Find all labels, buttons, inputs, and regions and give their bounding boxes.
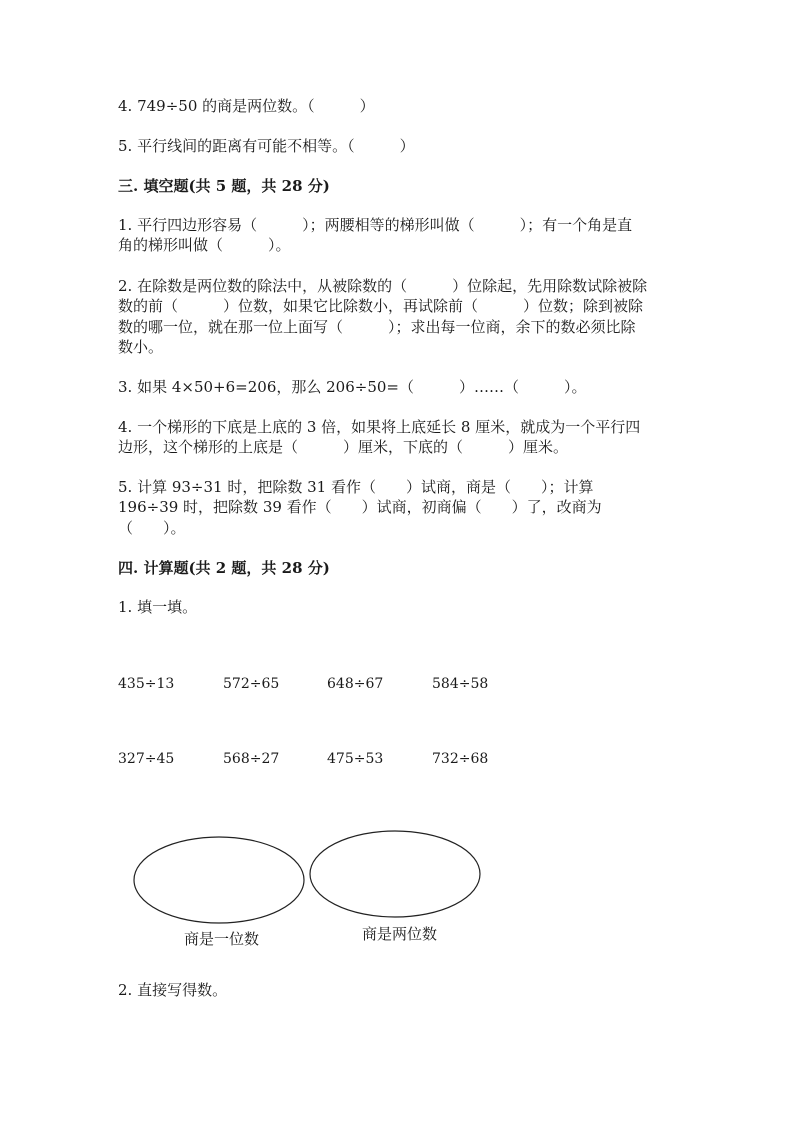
ellipse-two-digit bbox=[310, 831, 480, 917]
ellipse-diagram bbox=[128, 826, 488, 926]
calc-expr: 572÷65 bbox=[223, 676, 280, 692]
judge-q5: 5. 平行线间的距离有可能不相等。（ ） bbox=[118, 137, 415, 155]
fill-q2-line1: 2. 在除数是两位数的除法中，从被除数的（ ）位除起，先用除数试除被除 bbox=[118, 277, 648, 295]
fill-q5-line1: 5. 计算 93÷31 时，把除数 31 看作（ ）试商，商是（ ）；计算 bbox=[118, 478, 594, 496]
fill-q2-line2: 数的前（ ）位数，如果它比除数小，再试除前（ ）位数；除到被除 bbox=[118, 297, 644, 315]
calc-expr: 732÷68 bbox=[432, 751, 489, 767]
fill-q1-line1: 1. 平行四边形容易（ ）；两腰相等的梯形叫做（ ）；有一个角是直 bbox=[118, 216, 633, 234]
fill-q2-line4: 数小。 bbox=[118, 338, 164, 356]
fill-q5-line3: （ ）。 bbox=[118, 519, 186, 537]
calc-expr: 584÷58 bbox=[432, 676, 489, 692]
calc-expr: 568÷27 bbox=[223, 751, 280, 767]
ellipse-one-digit bbox=[134, 837, 304, 923]
ellipse-two-digit-label: 商是两位数 bbox=[362, 925, 438, 943]
fill-q2-line3: 数的哪一位，就在那一位上面写（ ）；求出每一位商，余下的数必须比除 bbox=[118, 318, 636, 336]
fill-q4-line2: 边形，这个梯形的上底是（ ）厘米，下底的（ ）厘米。 bbox=[118, 438, 569, 456]
fill-q5-line2: 196÷39 时，把除数 39 看作（ ）试商，初商偏（ ）了，改商为 bbox=[118, 498, 602, 516]
calc-expr: 648÷67 bbox=[327, 676, 384, 692]
fill-q3: 3. 如果 4×50+6=206，那么 206÷50=（ ）……（ ）。 bbox=[118, 378, 587, 396]
judge-q4: 4. 749÷50 的商是两位数。（ ） bbox=[118, 97, 375, 115]
calc-q1: 1. 填一填。 bbox=[118, 598, 198, 616]
section3-title: 三. 填空题(共 5 题，共 28 分) bbox=[118, 177, 330, 195]
section4-title: 四. 计算题(共 2 题，共 28 分) bbox=[118, 559, 330, 577]
calc-expr: 435÷13 bbox=[118, 676, 175, 692]
fill-q1-line2: 角的梯形叫做（ ）。 bbox=[118, 236, 291, 254]
calc-expr: 475÷53 bbox=[327, 751, 384, 767]
calc-expr: 327÷45 bbox=[118, 751, 175, 767]
fill-q4-line1: 4. 一个梯形的下底是上底的 3 倍，如果将上底延长 8 厘米，就成为一个平行四 bbox=[118, 418, 641, 436]
ellipse-one-digit-label: 商是一位数 bbox=[184, 930, 260, 948]
calc-q2: 2. 直接写得数。 bbox=[118, 981, 228, 999]
